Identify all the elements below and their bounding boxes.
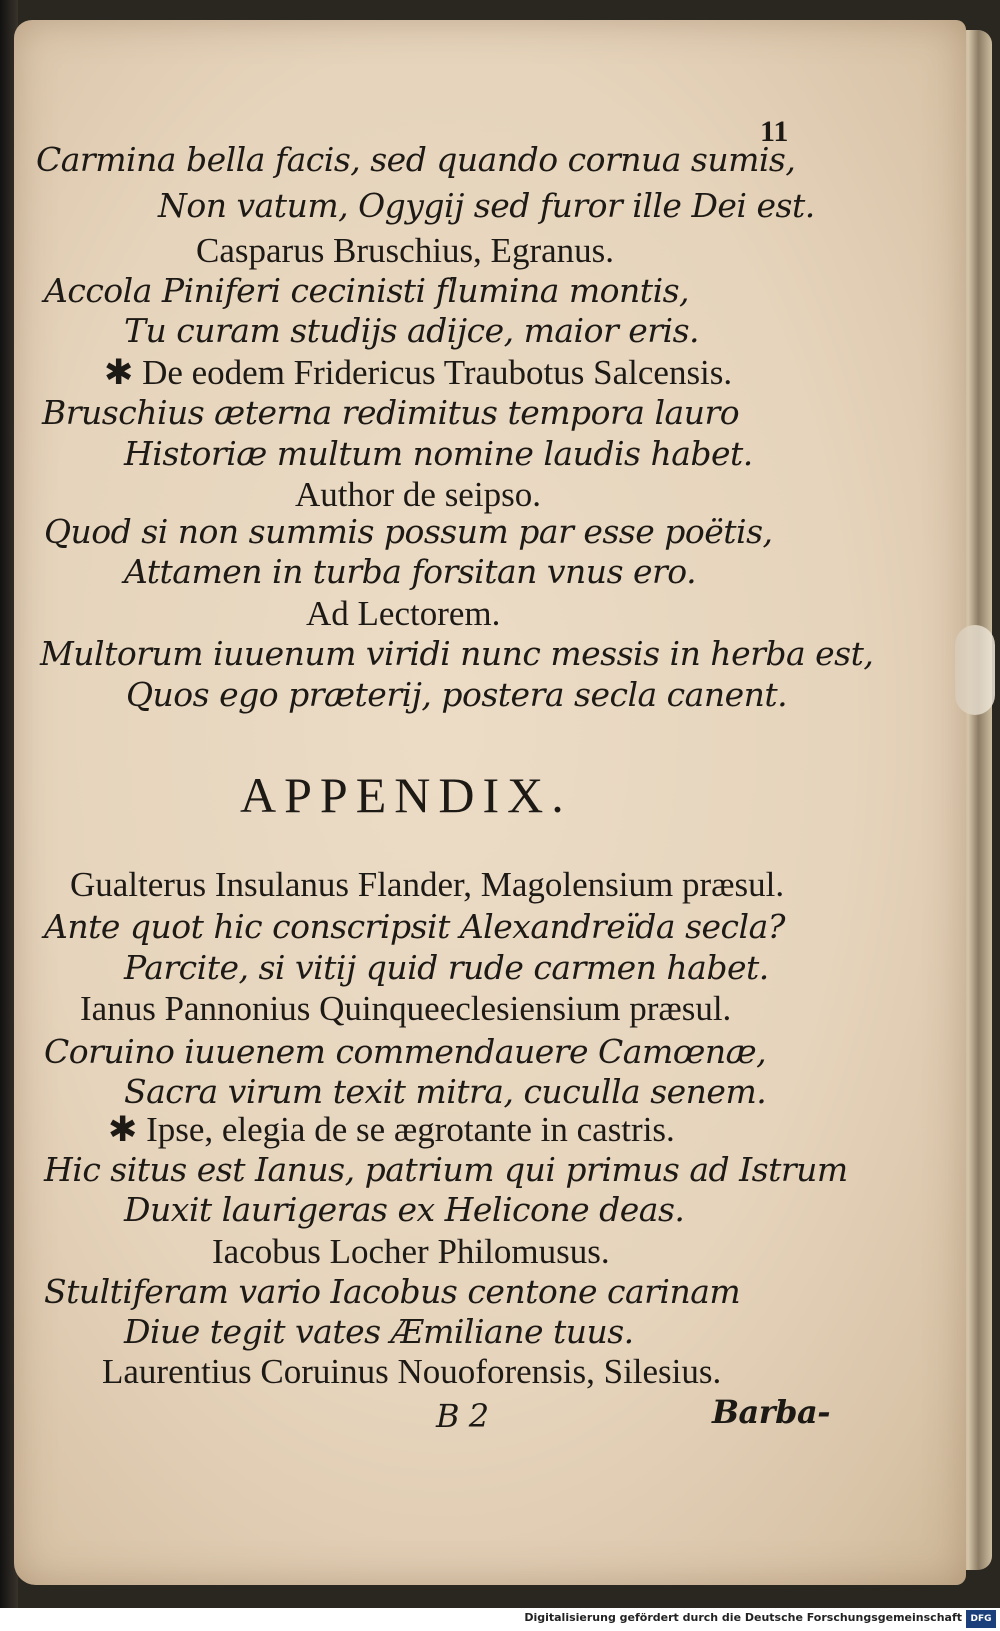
dfg-logo: DFG bbox=[966, 1610, 996, 1628]
author-heading: Iacobus Locher Philomusus. bbox=[212, 1232, 610, 1271]
verse-line: Bruschius æterna redimitus tempora lauro bbox=[42, 393, 740, 432]
section-heading: Ad Lectorem. bbox=[306, 594, 501, 633]
author-heading: Gualterus Insulanus Flander, Magolensium præsul. bbox=[70, 865, 785, 904]
signature-mark: B 2 bbox=[436, 1397, 489, 1435]
verse-line: Parcite, si vitij quid rude carmen habet. bbox=[124, 948, 769, 987]
author-heading: Author de seipso. bbox=[295, 475, 541, 514]
verse-line: Attamen in turba forsitan vnus ero. bbox=[124, 552, 697, 591]
footer-credit: Digitalisierung gefördert durch die Deutsche Forschungsgemeinschaft bbox=[524, 1611, 962, 1624]
verse-line: Tu curam studijs adijce, maior eris. bbox=[124, 311, 700, 350]
catchword: Barba- bbox=[712, 1393, 831, 1431]
verse-line: Diue tegit vates Æmiliane tuus. bbox=[124, 1312, 634, 1351]
folio-number: 11 bbox=[760, 115, 789, 148]
verse-line: Quod si non summis possum par esse poëtis, bbox=[44, 512, 773, 551]
verse-line: Sacra virum texit mitra, cuculla senem. bbox=[124, 1072, 767, 1111]
author-heading: ✱ Ipse, elegia de se ægrotante in castris. bbox=[108, 1110, 675, 1149]
verse-line: Accola Piniferi cecinisti flumina montis, bbox=[44, 271, 690, 310]
verse-line: Coruino iuuenem commendauere Camœnæ, bbox=[44, 1032, 767, 1071]
verse-line: Quos ego præterij, postera secla canent. bbox=[126, 675, 788, 714]
page-tab bbox=[955, 625, 995, 715]
verse-line: Carmina bella facis, sed quando cornua sumis, bbox=[36, 140, 796, 179]
footer-bar bbox=[0, 1608, 1000, 1631]
appendix-heading: APPENDIX. bbox=[240, 767, 572, 823]
verse-line: Historiæ multum nomine laudis habet. bbox=[124, 434, 753, 473]
author-heading: Laurentius Coruinus Nouoforensis, Silesius. bbox=[102, 1352, 722, 1391]
verse-line: Ante quot hic conscripsit Alexandreïda secla? bbox=[44, 907, 785, 946]
verse-line: Duxit laurigeras ex Helicone deas. bbox=[124, 1190, 685, 1229]
verse-line: Non vatum, Ogygij sed furor ille Dei est. bbox=[158, 186, 815, 225]
author-heading: Ianus Pannonius Quinqueeclesiensium præsul. bbox=[80, 989, 732, 1028]
author-heading: ✱ De eodem Fridericus Traubotus Salcensis. bbox=[104, 353, 733, 392]
verse-line: Multorum iuuenum viridi nunc messis in herba est, bbox=[40, 634, 874, 673]
author-heading: Casparus Bruschius, Egranus. bbox=[196, 231, 615, 270]
verse-line: Hic situs est Ianus, patrium qui primus ad Istrum bbox=[44, 1150, 848, 1189]
verse-line: Stultiferam vario Iacobus centone carinam bbox=[44, 1272, 741, 1311]
